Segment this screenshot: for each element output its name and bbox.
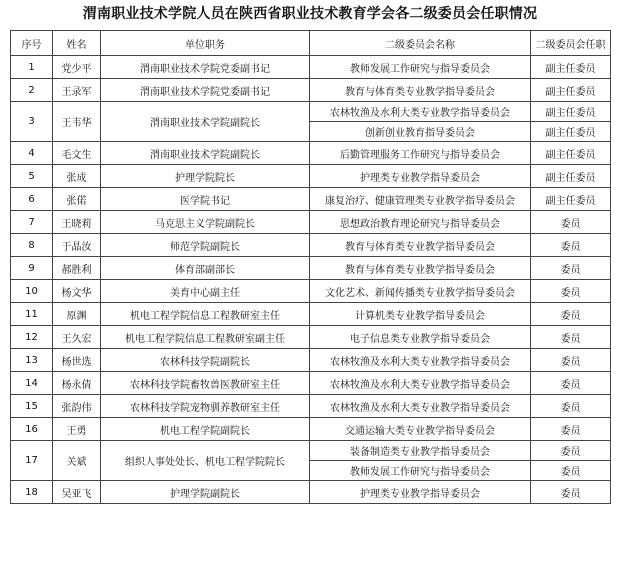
table-row bbox=[11, 326, 611, 349]
cell-no: 6 bbox=[11, 188, 53, 211]
table-row bbox=[11, 395, 611, 418]
cell-committee: 教师发展工作研究与指导委员会 bbox=[310, 461, 531, 481]
table-row bbox=[11, 211, 611, 234]
cell-committee: 农林牧渔及水利大类专业教学指导委员会 bbox=[310, 349, 531, 372]
cell-unit: 机电工程学院副院长 bbox=[101, 418, 310, 441]
cell-name: 杨文华 bbox=[53, 280, 101, 303]
table-row bbox=[11, 372, 611, 395]
cell-role: 委员 bbox=[531, 418, 611, 441]
cell-role: 副主任委员 bbox=[531, 122, 611, 142]
cell-name: 王韦华 bbox=[53, 102, 101, 142]
cell-name: 毛文生 bbox=[53, 142, 101, 165]
table-row bbox=[11, 188, 611, 211]
cell-unit: 体育部副部长 bbox=[101, 257, 310, 280]
cell-committee: 电子信息类专业教学指导委员会 bbox=[310, 326, 531, 349]
cell-committee: 创新创业教育指导委员会 bbox=[310, 122, 531, 142]
table-row bbox=[11, 280, 611, 303]
cell-no: 4 bbox=[11, 142, 53, 165]
table-row bbox=[11, 441, 611, 461]
cell-name: 原渊 bbox=[53, 303, 101, 326]
header-role: 二级委员会任职 bbox=[531, 31, 611, 56]
cell-unit: 渭南职业技术学院副院长 bbox=[101, 142, 310, 165]
table-row bbox=[11, 418, 611, 441]
cell-committee: 农林牧渔及水利大类专业教学指导委员会 bbox=[310, 395, 531, 418]
cell-role: 副主任委员 bbox=[531, 188, 611, 211]
cell-role: 委员 bbox=[531, 349, 611, 372]
cell-unit: 师范学院副院长 bbox=[101, 234, 310, 257]
cell-role: 副主任委员 bbox=[531, 142, 611, 165]
cell-name: 党少平 bbox=[53, 56, 101, 79]
cell-name: 王久宏 bbox=[53, 326, 101, 349]
table-row bbox=[11, 303, 611, 326]
cell-name: 王勇 bbox=[53, 418, 101, 441]
cell-no: 13 bbox=[11, 349, 53, 372]
committee-table bbox=[10, 30, 611, 504]
cell-no: 12 bbox=[11, 326, 53, 349]
cell-role: 委员 bbox=[531, 234, 611, 257]
cell-committee: 教师发展工作研究与指导委员会 bbox=[310, 56, 531, 79]
cell-name: 于晶汝 bbox=[53, 234, 101, 257]
cell-role: 委员 bbox=[531, 461, 611, 481]
header-name: 姓名 bbox=[53, 31, 101, 56]
cell-role: 委员 bbox=[531, 395, 611, 418]
cell-name: 王晓莉 bbox=[53, 211, 101, 234]
cell-role: 委员 bbox=[531, 303, 611, 326]
table-row bbox=[11, 349, 611, 372]
table-row bbox=[11, 257, 611, 280]
cell-committee: 教育与体育类专业教学指导委员会 bbox=[310, 79, 531, 102]
cell-role: 委员 bbox=[531, 372, 611, 395]
cell-committee: 装备制造类专业教学指导委员会 bbox=[310, 441, 531, 461]
header-committee: 二级委员会名称 bbox=[310, 31, 531, 56]
cell-no: 18 bbox=[11, 481, 53, 504]
cell-role: 副主任委员 bbox=[531, 56, 611, 79]
cell-unit: 渭南职业技术学院副院长 bbox=[101, 102, 310, 142]
cell-name: 张偌 bbox=[53, 188, 101, 211]
cell-unit: 护理学院副院长 bbox=[101, 481, 310, 504]
cell-name: 杨世选 bbox=[53, 349, 101, 372]
table-row bbox=[11, 102, 611, 122]
cell-no: 3 bbox=[11, 102, 53, 142]
table-row bbox=[11, 234, 611, 257]
cell-name: 关斌 bbox=[53, 441, 101, 481]
cell-role: 委员 bbox=[531, 211, 611, 234]
header-no: 序号 bbox=[11, 31, 53, 56]
cell-unit: 护理学院院长 bbox=[101, 165, 310, 188]
cell-name: 张成 bbox=[53, 165, 101, 188]
cell-unit: 农林科技学院副院长 bbox=[101, 349, 310, 372]
cell-no: 5 bbox=[11, 165, 53, 188]
cell-no: 8 bbox=[11, 234, 53, 257]
header-unit: 单位职务 bbox=[101, 31, 310, 56]
cell-name: 吴亚飞 bbox=[53, 481, 101, 504]
cell-no: 9 bbox=[11, 257, 53, 280]
table-row bbox=[11, 481, 611, 504]
cell-committee: 交通运输大类专业教学指导委员会 bbox=[310, 418, 531, 441]
cell-unit: 渭南职业技术学院党委副书记 bbox=[101, 56, 310, 79]
cell-role: 副主任委员 bbox=[531, 165, 611, 188]
cell-unit: 机电工程学院信息工程教研室副主任 bbox=[101, 326, 310, 349]
cell-unit: 农林科技学院畜牧兽医教研室主任 bbox=[101, 372, 310, 395]
table-row bbox=[11, 142, 611, 165]
cell-no: 17 bbox=[11, 441, 53, 481]
cell-committee: 农林牧渔及水利大类专业教学指导委员会 bbox=[310, 372, 531, 395]
page-title: 渭南职业技术学院人员在陕西省职业技术教育学会各二级委员会任职情况 bbox=[82, 6, 538, 22]
table-row bbox=[11, 165, 611, 188]
cell-unit: 渭南职业技术学院党委副书记 bbox=[101, 79, 310, 102]
cell-committee: 计算机类专业教学指导委员会 bbox=[310, 303, 531, 326]
cell-unit: 美育中心副主任 bbox=[101, 280, 310, 303]
cell-role: 副主任委员 bbox=[531, 79, 611, 102]
cell-role: 副主任委员 bbox=[531, 102, 611, 122]
cell-committee: 康复治疗、健康管理类专业教学指导委员会 bbox=[310, 188, 531, 211]
cell-no: 11 bbox=[11, 303, 53, 326]
cell-committee: 思想政治教育理论研究与指导委员会 bbox=[310, 211, 531, 234]
cell-committee: 后勤管理服务工作研究与指导委员会 bbox=[310, 142, 531, 165]
header-row bbox=[11, 31, 611, 56]
cell-role: 委员 bbox=[531, 481, 611, 504]
cell-role: 委员 bbox=[531, 257, 611, 280]
cell-name: 张韵伟 bbox=[53, 395, 101, 418]
cell-no: 15 bbox=[11, 395, 53, 418]
table-row bbox=[11, 56, 611, 79]
cell-committee: 护理类专业教学指导委员会 bbox=[310, 481, 531, 504]
cell-role: 委员 bbox=[531, 441, 611, 461]
cell-unit: 机电工程学院信息工程教研室主任 bbox=[101, 303, 310, 326]
cell-role: 委员 bbox=[531, 326, 611, 349]
table-row bbox=[11, 79, 611, 102]
cell-no: 14 bbox=[11, 372, 53, 395]
cell-committee: 农林牧渔及水利大类专业教学指导委员会 bbox=[310, 102, 531, 122]
cell-committee: 教育与体育类专业教学指导委员会 bbox=[310, 257, 531, 280]
cell-committee: 护理类专业教学指导委员会 bbox=[310, 165, 531, 188]
cell-unit: 马克思主义学院副院长 bbox=[101, 211, 310, 234]
cell-name: 杨永倩 bbox=[53, 372, 101, 395]
cell-name: 郝胜利 bbox=[53, 257, 101, 280]
cell-unit: 组织人事处处长、机电工程学院院长 bbox=[101, 441, 310, 481]
cell-role: 委员 bbox=[531, 280, 611, 303]
cell-no: 1 bbox=[11, 56, 53, 79]
cell-no: 7 bbox=[11, 211, 53, 234]
cell-no: 16 bbox=[11, 418, 53, 441]
cell-no: 10 bbox=[11, 280, 53, 303]
cell-unit: 农林科技学院宠物驯养教研室主任 bbox=[101, 395, 310, 418]
cell-unit: 医学院书记 bbox=[101, 188, 310, 211]
cell-name: 王录军 bbox=[53, 79, 101, 102]
cell-no: 2 bbox=[11, 79, 53, 102]
cell-committee: 文化艺术、新闻传播类专业教学指导委员会 bbox=[310, 280, 531, 303]
cell-committee: 教育与体育类专业教学指导委员会 bbox=[310, 234, 531, 257]
